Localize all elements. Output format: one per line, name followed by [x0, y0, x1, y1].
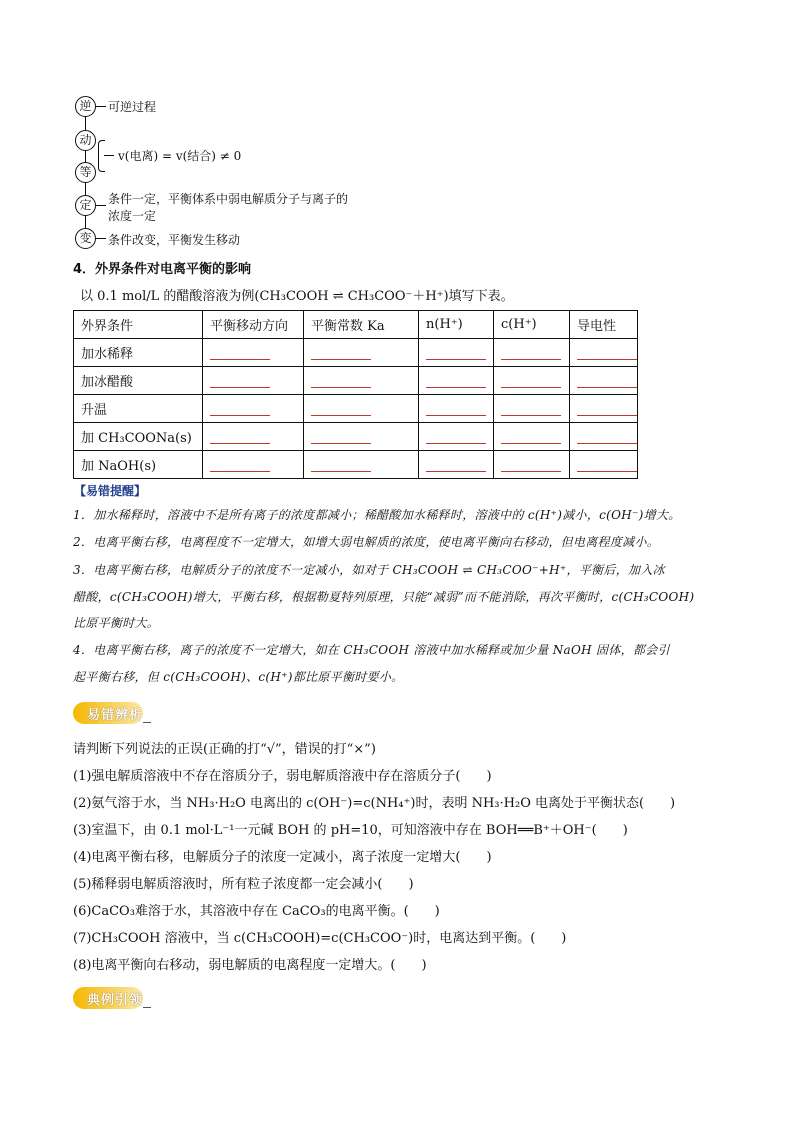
header-condition: 外界条件	[74, 311, 203, 339]
answer-blank[interactable]	[426, 373, 486, 388]
answer-blank[interactable]	[311, 373, 371, 388]
connector-ni	[96, 106, 106, 107]
tip-line: 起平衡右移，但 c(CH₃COOH)、c(H⁺)都比原平衡时要小。	[73, 670, 404, 684]
ni-text: 可逆过程	[108, 100, 157, 114]
tip-line: 醋酸，c(CH₃COOH)增大，平衡右移，根据勒夏特列原理，只能“减弱”而不能消除，再次平衡时，c(CH₃COOH)	[73, 590, 695, 604]
deng-text: v(电离) = v(结合) ≠ 0	[118, 149, 242, 163]
analysis-badge-label: 易错辨析	[87, 708, 144, 723]
row-condition: 加水稀释	[74, 339, 203, 367]
header-n-h: n(H⁺)	[419, 311, 494, 339]
answer-blank[interactable]	[577, 345, 637, 360]
answer-blank[interactable]	[210, 373, 270, 388]
circle-deng: 等	[75, 162, 96, 183]
row-condition: 加 NaOH(s)	[74, 451, 203, 479]
judge-item: (1)强电解质溶液中不存在溶质分子，弱电解质溶液中存在溶质分子( )	[73, 769, 492, 784]
answer-blank[interactable]	[426, 401, 486, 416]
answer-blank[interactable]	[501, 345, 561, 360]
answer-blank[interactable]	[210, 345, 270, 360]
circle-bian: 变	[75, 228, 96, 249]
bian-text: 条件改变，平衡发生移动	[108, 233, 241, 247]
answer-blank[interactable]	[577, 401, 637, 416]
answer-blank[interactable]	[501, 429, 561, 444]
ding-text-2: 浓度一定	[108, 209, 157, 223]
connector-ding	[96, 205, 106, 206]
brace-dong-deng	[98, 140, 105, 172]
example-badge-label: 典例引领	[87, 993, 144, 1008]
answer-blank[interactable]	[426, 345, 486, 360]
connector-deng	[104, 155, 114, 156]
tip-line: 比原平衡时大。	[73, 616, 160, 630]
judge-item: (6)CaCO₃难溶于水，其溶液中存在 CaCO₃的电离平衡。( )	[73, 904, 440, 919]
analysis-badge	[73, 702, 153, 724]
answer-blank[interactable]	[426, 429, 486, 444]
row-condition: 加冰醋酸	[74, 367, 203, 395]
badge-underline	[143, 722, 151, 723]
tip-line: 4．电离平衡右移，离子的浓度不一定增大，如在 CH₃COOH 溶液中加水稀释或加少量 NaOH 固体，都会引	[73, 643, 670, 657]
judge-item: (8)电离平衡向右移动，弱电解质的电离程度一定增大。( )	[73, 958, 427, 973]
row-condition: 加 CH₃COONa(s)	[74, 423, 203, 451]
table-row	[74, 423, 638, 451]
judge-item: (4)电离平衡右移，电解质分子的浓度一定减小，离子浓度一定增大( )	[73, 850, 492, 865]
circle-ni: 逆	[75, 96, 96, 117]
section4-heading: 4．外界条件对电离平衡的影响	[73, 262, 252, 277]
answer-blank[interactable]	[426, 457, 486, 472]
answer-blank[interactable]	[210, 429, 270, 444]
answer-blank[interactable]	[577, 373, 637, 388]
connector-bian	[96, 238, 106, 239]
judge-item: (7)CH₃COOH 溶液中，当 c(CH₃COOH)=c(CH₃COO⁻)时，电离达到平衡。( )	[73, 931, 567, 946]
answer-blank[interactable]	[311, 429, 371, 444]
judge-item: (2)氨气溶于水，当 NH₃·H₂O 电离出的 c(OH⁻)=c(NH₄⁺)时，表明 NH₃·H₂O 电离处于平衡状态( )	[73, 796, 676, 811]
table-row	[74, 367, 638, 395]
row-condition: 升温	[74, 395, 203, 423]
judge-intro: 请判断下列说法的正误(正确的打“√”，错误的打“×”)	[73, 742, 376, 757]
tip-line: 1．加水稀释时，溶液中不是所有离子的浓度都减小；稀醋酸加水稀释时，溶液中的 c(H⁺)减小，c(OH⁻)增大。	[73, 508, 681, 522]
judge-item: (5)稀释弱电解质溶液时，所有粒子浓度都一定会减小( )	[73, 877, 414, 892]
answer-blank[interactable]	[501, 373, 561, 388]
answer-blank[interactable]	[311, 457, 371, 472]
header-conductivity: 导电性	[570, 311, 638, 339]
circle-ding: 定	[75, 195, 96, 216]
ding-text-1: 条件一定，平衡体系中弱电解质分子与离子的	[108, 192, 349, 206]
answer-blank[interactable]	[311, 401, 371, 416]
header-direction: 平衡移动方向	[203, 311, 304, 339]
table-header-row	[74, 311, 638, 339]
table-row	[74, 339, 638, 367]
answer-blank[interactable]	[210, 457, 270, 472]
answer-blank[interactable]	[577, 457, 637, 472]
table-row	[74, 451, 638, 479]
answer-blank[interactable]	[501, 457, 561, 472]
judge-item: (3)室温下，由 0.1 mol·L⁻¹一元碱 BOH 的 pH=10，可知溶液中存在 BOH══B⁺＋OH⁻( )	[73, 823, 628, 838]
circle-dong: 动	[75, 130, 96, 151]
equilibrium-table	[73, 310, 638, 479]
badge-underline	[143, 1007, 151, 1008]
answer-blank[interactable]	[577, 429, 637, 444]
tips-tag: 【易错提醒】	[74, 484, 147, 498]
section4-intro: 以 0.1 mol/L 的醋酸溶液为例(CH₃COOH ⇌ CH₃COO⁻＋H⁺)填写下表。	[80, 289, 514, 304]
answer-blank[interactable]	[210, 401, 270, 416]
table-row	[74, 395, 638, 423]
example-badge	[73, 987, 153, 1009]
answer-blank[interactable]	[501, 401, 561, 416]
tip-line: 2．电离平衡右移，电离程度不一定增大，如增大弱电解质的浓度，使电离平衡向右移动，但电离程度减小。	[73, 535, 660, 549]
header-ka: 平衡常数 Ka	[304, 311, 419, 339]
header-c-h: c(H⁺)	[494, 311, 570, 339]
tip-line: 3．电离平衡右移，电解质分子的浓度不一定减小，如对于 CH₃COOH ⇌ CH₃COO⁻+H⁺，平衡后，加入冰	[73, 563, 665, 577]
answer-blank[interactable]	[311, 345, 371, 360]
